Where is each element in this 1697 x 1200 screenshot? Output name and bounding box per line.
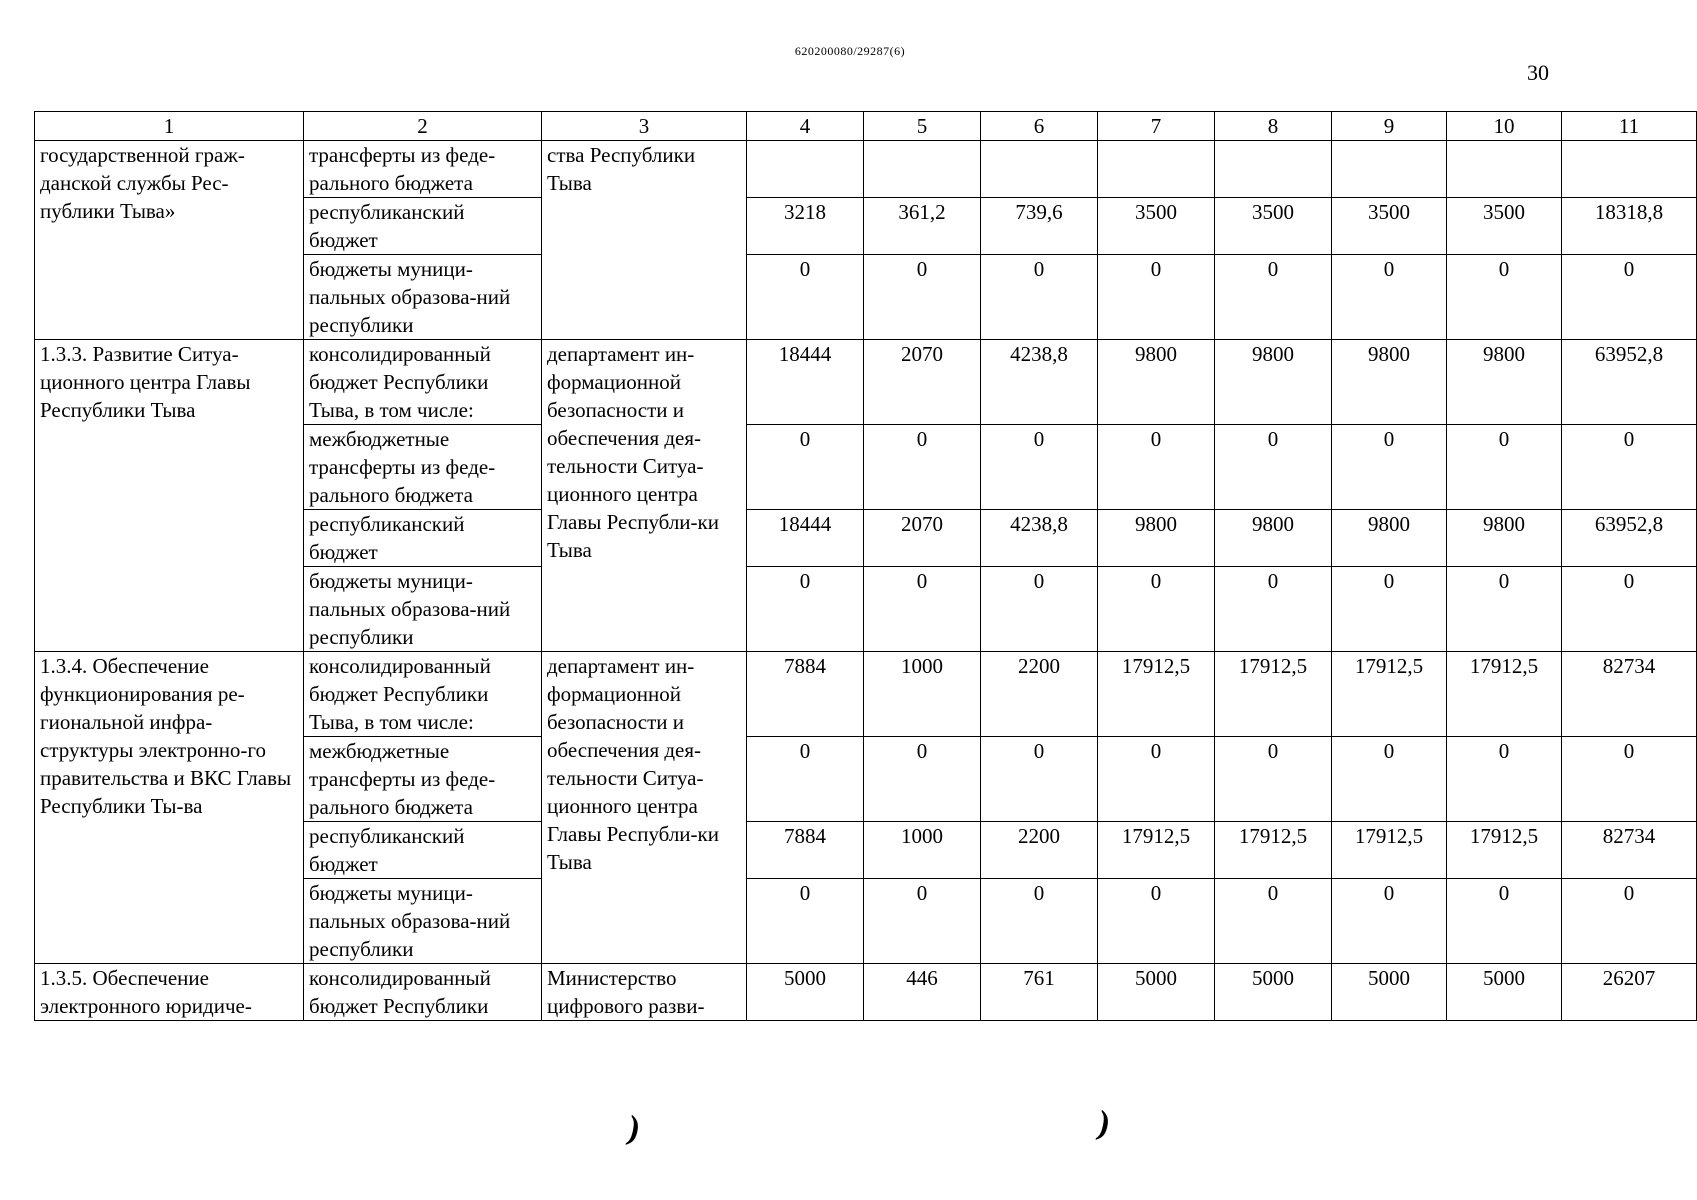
value-cell: 26207 <box>1562 964 1697 1021</box>
column-header: 5 <box>864 112 981 141</box>
measure-name-cell: 1.3.3. Развитие Ситуа-ционного центра Главы Республики Тыва <box>35 340 304 652</box>
column-header: 6 <box>981 112 1098 141</box>
value-cell: 7884 <box>747 822 864 879</box>
value-cell: 0 <box>1447 567 1562 652</box>
value-cell: 361,2 <box>864 198 981 255</box>
value-cell: 2070 <box>864 340 981 425</box>
value-cell: 3500 <box>1447 198 1562 255</box>
value-cell: 9800 <box>1332 510 1447 567</box>
value-cell: 3500 <box>1332 198 1447 255</box>
value-cell: 63952,8 <box>1562 510 1697 567</box>
value-cell: 0 <box>981 737 1098 822</box>
column-header: 7 <box>1098 112 1215 141</box>
value-cell <box>864 141 981 198</box>
value-cell: 0 <box>981 879 1098 964</box>
funding-source-cell: бюджеты муници-пальных образова-ний республики <box>304 567 542 652</box>
funding-source-cell: республиканский бюджет <box>304 198 542 255</box>
value-cell: 9800 <box>1447 510 1562 567</box>
value-cell: 18318,8 <box>1562 198 1697 255</box>
responsible-executor-cell: ства Республики Тыва <box>542 141 747 340</box>
value-cell: 1000 <box>864 822 981 879</box>
value-cell: 18444 <box>747 340 864 425</box>
value-cell: 5000 <box>1098 964 1215 1021</box>
value-cell: 2200 <box>981 652 1098 737</box>
value-cell: 0 <box>1215 737 1332 822</box>
funding-source-cell: бюджеты муници-пальных образова-ний республики <box>304 879 542 964</box>
value-cell: 3218 <box>747 198 864 255</box>
value-cell: 0 <box>1562 567 1697 652</box>
value-cell: 0 <box>981 567 1098 652</box>
value-cell: 0 <box>1098 879 1215 964</box>
measure-name-cell: 1.3.5. Обеспечение электронного юридиче- <box>35 964 304 1021</box>
value-cell: 18444 <box>747 510 864 567</box>
value-cell: 0 <box>1332 879 1447 964</box>
value-cell: 0 <box>1562 879 1697 964</box>
column-header: 9 <box>1332 112 1447 141</box>
value-cell: 9800 <box>1332 340 1447 425</box>
table-row <box>35 141 1697 198</box>
value-cell: 7884 <box>747 652 864 737</box>
value-cell: 9800 <box>1215 510 1332 567</box>
value-cell: 0 <box>1215 567 1332 652</box>
value-cell: 0 <box>747 567 864 652</box>
value-cell: 0 <box>1562 425 1697 510</box>
value-cell: 0 <box>1447 255 1562 340</box>
value-cell: 0 <box>1332 737 1447 822</box>
funding-source-cell: консолидированный бюджет Республики Тыва, в том числе: <box>304 652 542 737</box>
column-header: 4 <box>747 112 864 141</box>
value-cell: 9800 <box>1098 340 1215 425</box>
value-cell: 82734 <box>1562 652 1697 737</box>
value-cell: 9800 <box>1098 510 1215 567</box>
funding-source-cell: межбюджетные трансферты из феде-рального бюджета <box>304 425 542 510</box>
value-cell: 5000 <box>1215 964 1332 1021</box>
value-cell: 739,6 <box>981 198 1098 255</box>
value-cell: 17912,5 <box>1332 822 1447 879</box>
value-cell: 2070 <box>864 510 981 567</box>
value-cell <box>747 141 864 198</box>
value-cell <box>1332 141 1447 198</box>
value-cell: 3500 <box>1215 198 1332 255</box>
value-cell <box>981 141 1098 198</box>
value-cell: 0 <box>1447 425 1562 510</box>
value-cell: 17912,5 <box>1447 822 1562 879</box>
value-cell: 0 <box>747 425 864 510</box>
value-cell <box>1447 141 1562 198</box>
responsible-executor-cell: департамент ин-формационной безопасности и обеспечения дея-тельности Ситуа-ционного центра Главы Республи-ки Тыва <box>542 652 747 964</box>
value-cell: 0 <box>747 879 864 964</box>
value-cell <box>1562 141 1697 198</box>
measure-name-cell: 1.3.4. Обеспечение функционирования ре-гиональной инфра-структуры электронно-го правительства и ВКС Главы Республики Ты-ва <box>35 652 304 964</box>
column-header: 1 <box>35 112 304 141</box>
funding-source-cell: консолидированный бюджет Республики <box>304 964 542 1021</box>
value-cell: 446 <box>864 964 981 1021</box>
value-cell: 9800 <box>1215 340 1332 425</box>
value-cell: 0 <box>1098 567 1215 652</box>
value-cell: 0 <box>1447 737 1562 822</box>
value-cell: 17912,5 <box>1447 652 1562 737</box>
header-row <box>35 112 1697 141</box>
value-cell <box>1215 141 1332 198</box>
value-cell: 761 <box>981 964 1098 1021</box>
value-cell: 5000 <box>747 964 864 1021</box>
column-header: 3 <box>542 112 747 141</box>
funding-source-cell: консолидированный бюджет Республики Тыва, в том числе: <box>304 340 542 425</box>
value-cell: 3500 <box>1098 198 1215 255</box>
funding-source-cell: республиканский бюджет <box>304 822 542 879</box>
value-cell: 0 <box>864 425 981 510</box>
value-cell: 0 <box>864 255 981 340</box>
value-cell: 0 <box>864 737 981 822</box>
table-body <box>35 141 1697 1021</box>
value-cell: 1000 <box>864 652 981 737</box>
value-cell: 17912,5 <box>1098 652 1215 737</box>
table-row <box>35 652 1697 737</box>
value-cell: 0 <box>1215 255 1332 340</box>
value-cell: 5000 <box>1447 964 1562 1021</box>
value-cell: 4238,8 <box>981 340 1098 425</box>
value-cell: 0 <box>981 425 1098 510</box>
budget-table <box>34 111 1697 1021</box>
value-cell: 0 <box>864 567 981 652</box>
value-cell: 0 <box>1215 879 1332 964</box>
funding-source-cell: межбюджетные трансферты из феде-рального бюджета <box>304 737 542 822</box>
value-cell: 0 <box>1098 425 1215 510</box>
responsible-executor-cell: департамент ин-формационной безопасности и обеспечения дея-тельности Ситуа-ционного центра Главы Республи-ки Тыва <box>542 340 747 652</box>
value-cell: 17912,5 <box>1215 822 1332 879</box>
funding-source-cell: бюджеты муници-пальных образова-ний республики <box>304 255 542 340</box>
measure-name-cell: государственной граж-данской службы Рес-публики Тыва» <box>35 141 304 340</box>
value-cell: 0 <box>1098 255 1215 340</box>
handwritten-mark: ) <box>624 1109 644 1148</box>
value-cell: 2200 <box>981 822 1098 879</box>
value-cell: 0 <box>981 255 1098 340</box>
value-cell: 0 <box>1447 879 1562 964</box>
value-cell: 0 <box>1332 567 1447 652</box>
value-cell <box>1098 141 1215 198</box>
funding-source-cell: трансферты из феде-рального бюджета <box>304 141 542 198</box>
column-header: 10 <box>1447 112 1562 141</box>
value-cell: 63952,8 <box>1562 340 1697 425</box>
document-id: 620200080/29287(6) <box>794 44 906 58</box>
column-header: 8 <box>1215 112 1332 141</box>
value-cell: 17912,5 <box>1098 822 1215 879</box>
funding-source-cell: республиканский бюджет <box>304 510 542 567</box>
value-cell: 17912,5 <box>1215 652 1332 737</box>
value-cell: 0 <box>1098 737 1215 822</box>
column-header: 2 <box>304 112 542 141</box>
value-cell: 0 <box>1332 425 1447 510</box>
value-cell: 0 <box>747 255 864 340</box>
responsible-executor-cell: Министерство цифрового разви- <box>542 964 747 1021</box>
value-cell: 0 <box>864 879 981 964</box>
value-cell: 17912,5 <box>1332 652 1447 737</box>
value-cell: 0 <box>1562 255 1697 340</box>
value-cell: 0 <box>747 737 864 822</box>
table-row <box>35 340 1697 425</box>
column-header: 11 <box>1562 112 1697 141</box>
value-cell: 0 <box>1562 737 1697 822</box>
value-cell: 9800 <box>1447 340 1562 425</box>
value-cell: 4238,8 <box>981 510 1098 567</box>
value-cell: 5000 <box>1332 964 1447 1021</box>
value-cell: 82734 <box>1562 822 1697 879</box>
handwritten-mark: ) <box>1094 1104 1114 1143</box>
page-number: 30 <box>1527 60 1549 85</box>
table-row <box>35 964 1697 1021</box>
value-cell: 0 <box>1332 255 1447 340</box>
value-cell: 0 <box>1215 425 1332 510</box>
